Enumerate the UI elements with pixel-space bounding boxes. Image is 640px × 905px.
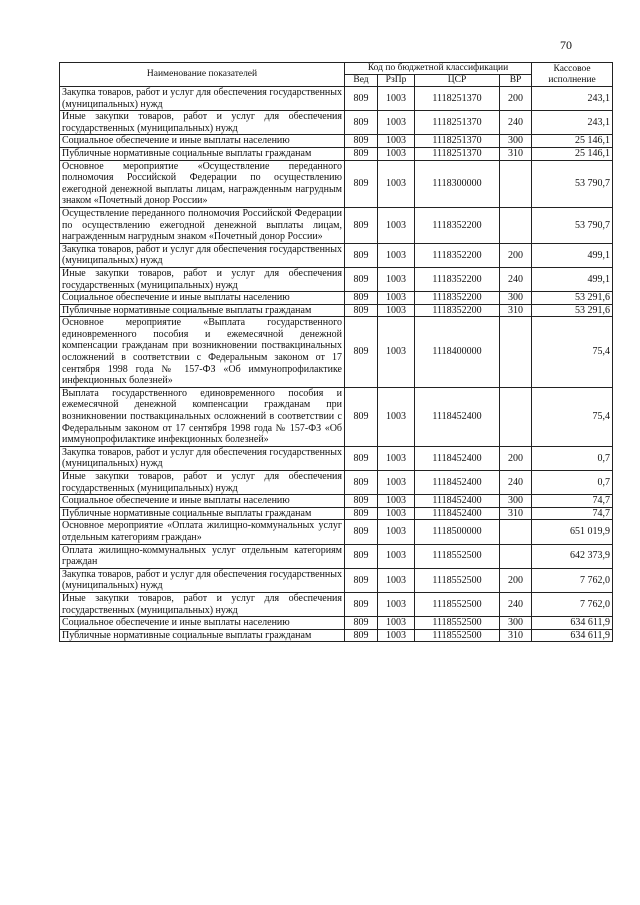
cell-ved: 809	[345, 207, 378, 243]
cell-csr: 1118552500	[415, 629, 500, 642]
cell-rzpr: 1003	[378, 568, 415, 592]
cell-csr: 1118352200	[415, 304, 500, 317]
table-row	[60, 592, 613, 616]
cell-vr: 300	[500, 495, 532, 508]
cell-ved: 809	[345, 592, 378, 616]
cell-rzpr: 1003	[378, 135, 415, 148]
cell-ved: 809	[345, 147, 378, 160]
cell-amount: 651 019,9	[532, 520, 613, 544]
cell-amount: 243,1	[532, 87, 613, 111]
cell-amount: 75,4	[532, 387, 613, 446]
cell-csr: 1118352200	[415, 267, 500, 291]
cell-vr	[500, 317, 532, 388]
cell-rzpr: 1003	[378, 147, 415, 160]
cell-ved: 809	[345, 304, 378, 317]
cell-name: Иные закупки товаров, работ и услуг для обеспечения государственных (муниципальных) нужд	[60, 111, 345, 135]
cell-name: Закупка товаров, работ и услуг для обеспечения государственных (муниципальных) нужд	[60, 568, 345, 592]
table-row	[60, 544, 613, 568]
table-row	[60, 111, 613, 135]
table-row	[60, 495, 613, 508]
header-vr: ВР	[500, 75, 532, 87]
cell-amount: 499,1	[532, 243, 613, 267]
cell-rzpr: 1003	[378, 111, 415, 135]
cell-ved: 809	[345, 629, 378, 642]
table-row	[60, 317, 613, 388]
cell-rzpr: 1003	[378, 387, 415, 446]
table-row	[60, 87, 613, 111]
header-csr: ЦСР	[415, 75, 500, 87]
cell-name: Осуществление переданного полномочия Российской Федерации по осуществлению ежегодной денежной выплаты лицам, награжденным нагрудным знаком «Почетный донор России»	[60, 207, 345, 243]
header-rzpr: РзПр	[378, 75, 415, 87]
cell-vr: 200	[500, 446, 532, 470]
table-row	[60, 160, 613, 207]
table-row	[60, 507, 613, 520]
cell-name: Основное мероприятие «Осуществление переданного полномочия Российской Федерации по осуществлению ежегодной денежной выплаты лицам, награжденным нагрудным знаком «Почетный донор России»	[60, 160, 345, 207]
cell-amount: 53 790,7	[532, 207, 613, 243]
cell-amount: 53 790,7	[532, 160, 613, 207]
cell-rzpr: 1003	[378, 446, 415, 470]
cell-vr	[500, 160, 532, 207]
cell-rzpr: 1003	[378, 243, 415, 267]
cell-amount: 499,1	[532, 267, 613, 291]
cell-amount: 53 291,6	[532, 292, 613, 305]
cell-name: Публичные нормативные социальные выплаты гражданам	[60, 304, 345, 317]
cell-rzpr: 1003	[378, 317, 415, 388]
cell-rzpr: 1003	[378, 87, 415, 111]
table-row	[60, 520, 613, 544]
cell-name: Социальное обеспечение и иные выплаты населению	[60, 292, 345, 305]
table-row	[60, 304, 613, 317]
table-row	[60, 387, 613, 446]
cell-amount: 642 373,9	[532, 544, 613, 568]
cell-name: Социальное обеспечение и иные выплаты населению	[60, 135, 345, 148]
cell-rzpr: 1003	[378, 207, 415, 243]
cell-name: Публичные нормативные социальные выплаты гражданам	[60, 147, 345, 160]
cell-amount: 53 291,6	[532, 304, 613, 317]
cell-name: Оплата жилищно-коммунальных услуг отдельным категориям граждан	[60, 544, 345, 568]
cell-ved: 809	[345, 507, 378, 520]
cell-csr: 1118552500	[415, 617, 500, 630]
cell-csr: 1118552500	[415, 568, 500, 592]
cell-csr: 1118452400	[415, 387, 500, 446]
cell-amount: 634 611,9	[532, 629, 613, 642]
cell-csr: 1118452400	[415, 495, 500, 508]
cell-vr: 310	[500, 304, 532, 317]
cell-vr	[500, 207, 532, 243]
cell-csr: 1118400000	[415, 317, 500, 388]
cell-csr: 1118552500	[415, 592, 500, 616]
budget-execution-table	[59, 62, 613, 642]
cell-amount: 634 611,9	[532, 617, 613, 630]
cell-vr: 200	[500, 568, 532, 592]
cell-csr: 1118251370	[415, 87, 500, 111]
cell-ved: 809	[345, 292, 378, 305]
cell-csr: 1118352200	[415, 292, 500, 305]
cell-ved: 809	[345, 243, 378, 267]
cell-rzpr: 1003	[378, 495, 415, 508]
cell-vr: 300	[500, 292, 532, 305]
header-amount: Кассовое исполнение	[532, 63, 613, 87]
cell-rzpr: 1003	[378, 471, 415, 495]
table-row	[60, 568, 613, 592]
cell-ved: 809	[345, 111, 378, 135]
cell-name: Иные закупки товаров, работ и услуг для обеспечения государственных (муниципальных) нужд	[60, 592, 345, 616]
table-row	[60, 207, 613, 243]
cell-ved: 809	[345, 495, 378, 508]
cell-name: Иные закупки товаров, работ и услуг для обеспечения государственных (муниципальных) нужд	[60, 267, 345, 291]
table-row	[60, 243, 613, 267]
cell-amount: 7 762,0	[532, 568, 613, 592]
cell-csr: 1118300000	[415, 160, 500, 207]
cell-vr: 300	[500, 617, 532, 630]
cell-amount: 75,4	[532, 317, 613, 388]
cell-ved: 809	[345, 446, 378, 470]
cell-ved: 809	[345, 267, 378, 291]
cell-name: Закупка товаров, работ и услуг для обеспечения государственных (муниципальных) нужд	[60, 243, 345, 267]
cell-ved: 809	[345, 471, 378, 495]
cell-name: Социальное обеспечение и иные выплаты населению	[60, 495, 345, 508]
table-row	[60, 135, 613, 148]
cell-vr: 310	[500, 629, 532, 642]
cell-csr: 1118552500	[415, 544, 500, 568]
cell-amount: 0,7	[532, 446, 613, 470]
cell-csr: 1118352200	[415, 243, 500, 267]
cell-vr	[500, 387, 532, 446]
cell-vr	[500, 520, 532, 544]
cell-vr: 310	[500, 507, 532, 520]
page-number: 70	[560, 38, 572, 52]
cell-ved: 809	[345, 617, 378, 630]
cell-csr: 1118251370	[415, 147, 500, 160]
header-name: Наименование показателей	[60, 63, 345, 87]
cell-name: Закупка товаров, работ и услуг для обеспечения государственных (муниципальных) нужд	[60, 87, 345, 111]
cell-name: Выплата государственного единовременного пособия и ежемесячной денежной компенсации гражданам при возникновении поствакцинальных осложнений в соответствии с Федеральным законом от 17 сентября 1998 года № 157-ФЗ «Об иммунопрофилактике инфекционных болезней»	[60, 387, 345, 446]
cell-rzpr: 1003	[378, 507, 415, 520]
cell-rzpr: 1003	[378, 544, 415, 568]
cell-rzpr: 1003	[378, 520, 415, 544]
cell-ved: 809	[345, 520, 378, 544]
cell-vr: 240	[500, 471, 532, 495]
cell-vr: 300	[500, 135, 532, 148]
cell-name: Закупка товаров, работ и услуг для обеспечения государственных (муниципальных) нужд	[60, 446, 345, 470]
header-ved: Вед	[345, 75, 378, 87]
cell-rzpr: 1003	[378, 629, 415, 642]
cell-vr: 200	[500, 243, 532, 267]
cell-rzpr: 1003	[378, 292, 415, 305]
cell-name: Основное мероприятие «Оплата жилищно-коммунальных услуг отдельным категориям граждан»	[60, 520, 345, 544]
cell-amount: 25 146,1	[532, 135, 613, 148]
cell-amount: 74,7	[532, 495, 613, 508]
cell-amount: 74,7	[532, 507, 613, 520]
cell-csr: 1118352200	[415, 207, 500, 243]
cell-ved: 809	[345, 387, 378, 446]
cell-rzpr: 1003	[378, 304, 415, 317]
cell-name: Социальное обеспечение и иные выплаты населению	[60, 617, 345, 630]
cell-csr: 1118452400	[415, 471, 500, 495]
cell-rzpr: 1003	[378, 267, 415, 291]
cell-ved: 809	[345, 544, 378, 568]
cell-ved: 809	[345, 87, 378, 111]
table-row	[60, 471, 613, 495]
cell-name: Иные закупки товаров, работ и услуг для обеспечения государственных (муниципальных) нужд	[60, 471, 345, 495]
cell-amount: 7 762,0	[532, 592, 613, 616]
cell-csr: 1118251370	[415, 135, 500, 148]
header-code-group: Код по бюджетной классификации	[345, 63, 532, 75]
cell-vr: 240	[500, 111, 532, 135]
cell-vr: 240	[500, 267, 532, 291]
header-row-top	[60, 63, 613, 75]
table-row	[60, 629, 613, 642]
table-row	[60, 147, 613, 160]
cell-ved: 809	[345, 317, 378, 388]
table-row	[60, 267, 613, 291]
cell-csr: 1118251370	[415, 111, 500, 135]
cell-amount: 243,1	[532, 111, 613, 135]
cell-ved: 809	[345, 160, 378, 207]
cell-name: Публичные нормативные социальные выплаты гражданам	[60, 507, 345, 520]
table-row	[60, 446, 613, 470]
cell-amount: 25 146,1	[532, 147, 613, 160]
cell-rzpr: 1003	[378, 160, 415, 207]
cell-rzpr: 1003	[378, 617, 415, 630]
cell-name: Публичные нормативные социальные выплаты гражданам	[60, 629, 345, 642]
cell-csr: 1118452400	[415, 446, 500, 470]
cell-rzpr: 1003	[378, 592, 415, 616]
table-row	[60, 617, 613, 630]
cell-ved: 809	[345, 135, 378, 148]
cell-vr: 310	[500, 147, 532, 160]
cell-vr: 200	[500, 87, 532, 111]
cell-vr: 240	[500, 592, 532, 616]
cell-csr: 1118452400	[415, 507, 500, 520]
cell-amount: 0,7	[532, 471, 613, 495]
table-body	[60, 87, 613, 642]
table-row	[60, 292, 613, 305]
cell-ved: 809	[345, 568, 378, 592]
cell-vr	[500, 544, 532, 568]
cell-name: Основное мероприятие «Выплата государственного единовременного пособия и ежемесячной денежной компенсации гражданам при возникновении поствакцинальных осложнений в соответствии с Федеральным законом от 17 сентября 1998 года № 157-ФЗ «Об иммунопрофилактике инфекционных болезней»	[60, 317, 345, 388]
cell-csr: 1118500000	[415, 520, 500, 544]
